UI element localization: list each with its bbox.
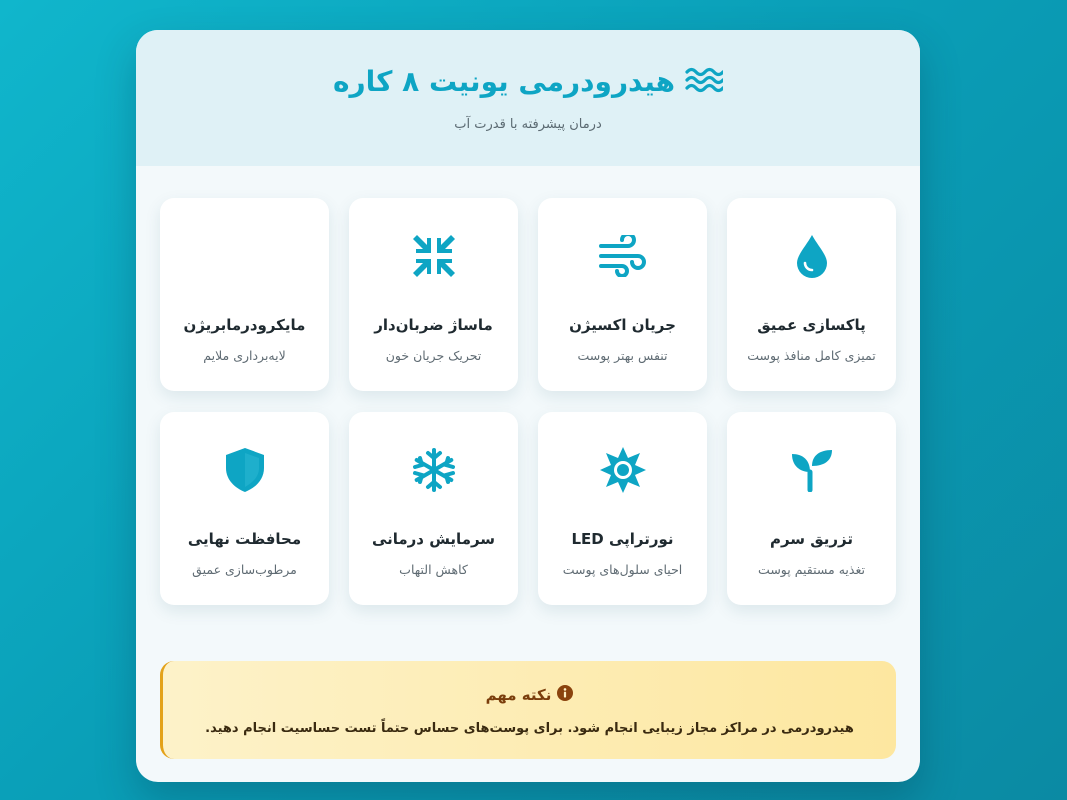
feature-name: مایکرودرمابریژن (183, 316, 306, 334)
water-drop-icon (784, 228, 840, 284)
feature-card-oxygen-flow (538, 198, 707, 391)
feature-name: نورتراپی LED (571, 530, 674, 548)
page-subtitle: درمان پیشرفته با قدرت آب (454, 116, 602, 132)
feature-desc: تحریک جریان خون (385, 348, 482, 363)
compress-arrows-icon (406, 228, 462, 284)
wind-icon (595, 228, 651, 284)
feature-name: محافظت نهایی (187, 530, 302, 548)
important-note (160, 661, 896, 759)
feature-desc: لایه‌برداری ملایم (203, 348, 286, 363)
note-title: نکته مهم (485, 685, 552, 704)
shield-icon (217, 442, 273, 498)
main-card (136, 30, 920, 782)
page-title: هیدرودرمی یونیت ۸ کاره (332, 65, 676, 98)
feature-card-microdermabrasion (160, 198, 329, 391)
feature-desc: تغذیه مستقیم پوست (758, 562, 865, 577)
snowflake-icon (406, 442, 462, 498)
feature-card-pulse-massage (349, 198, 518, 391)
info-icon (557, 685, 573, 705)
feature-desc: احیای سلول‌های پوست (562, 562, 683, 577)
feature-desc: تنفس بهتر پوست (577, 348, 668, 363)
features-grid (160, 198, 896, 605)
feature-card-serum-infusion (727, 412, 896, 605)
feature-desc: مرطوب‌سازی عمیق (192, 562, 297, 577)
page-header (136, 30, 920, 166)
sun-icon (595, 442, 651, 498)
feature-desc: کاهش التهاب (399, 562, 468, 577)
feature-card-led-therapy (538, 412, 707, 605)
feature-name: سرمایش درمانی (371, 530, 496, 548)
feature-name: جریان اکسیژن (569, 316, 676, 334)
feature-name: پاکسازی عمیق (757, 316, 866, 334)
seedling-icon (784, 442, 840, 498)
feature-name: تزریق سرم (769, 530, 854, 548)
feature-name: ماساژ ضربان‌دار (374, 316, 493, 334)
empty-icon-slot (217, 228, 273, 284)
feature-card-cryotherapy (349, 412, 518, 605)
title-row (333, 65, 723, 99)
note-text: هیدرودرمی در مراکز مجاز زیبایی انجام شود. برای پوست‌های حساس حتماً تست حساسیت انجام دهید. (205, 720, 854, 736)
feature-card-deep-cleansing (727, 198, 896, 391)
feature-desc: تمیزی کامل منافذ پوست (747, 348, 876, 363)
water-waves-icon (685, 65, 723, 99)
note-title-row (486, 685, 574, 705)
feature-card-final-protection (160, 412, 329, 605)
